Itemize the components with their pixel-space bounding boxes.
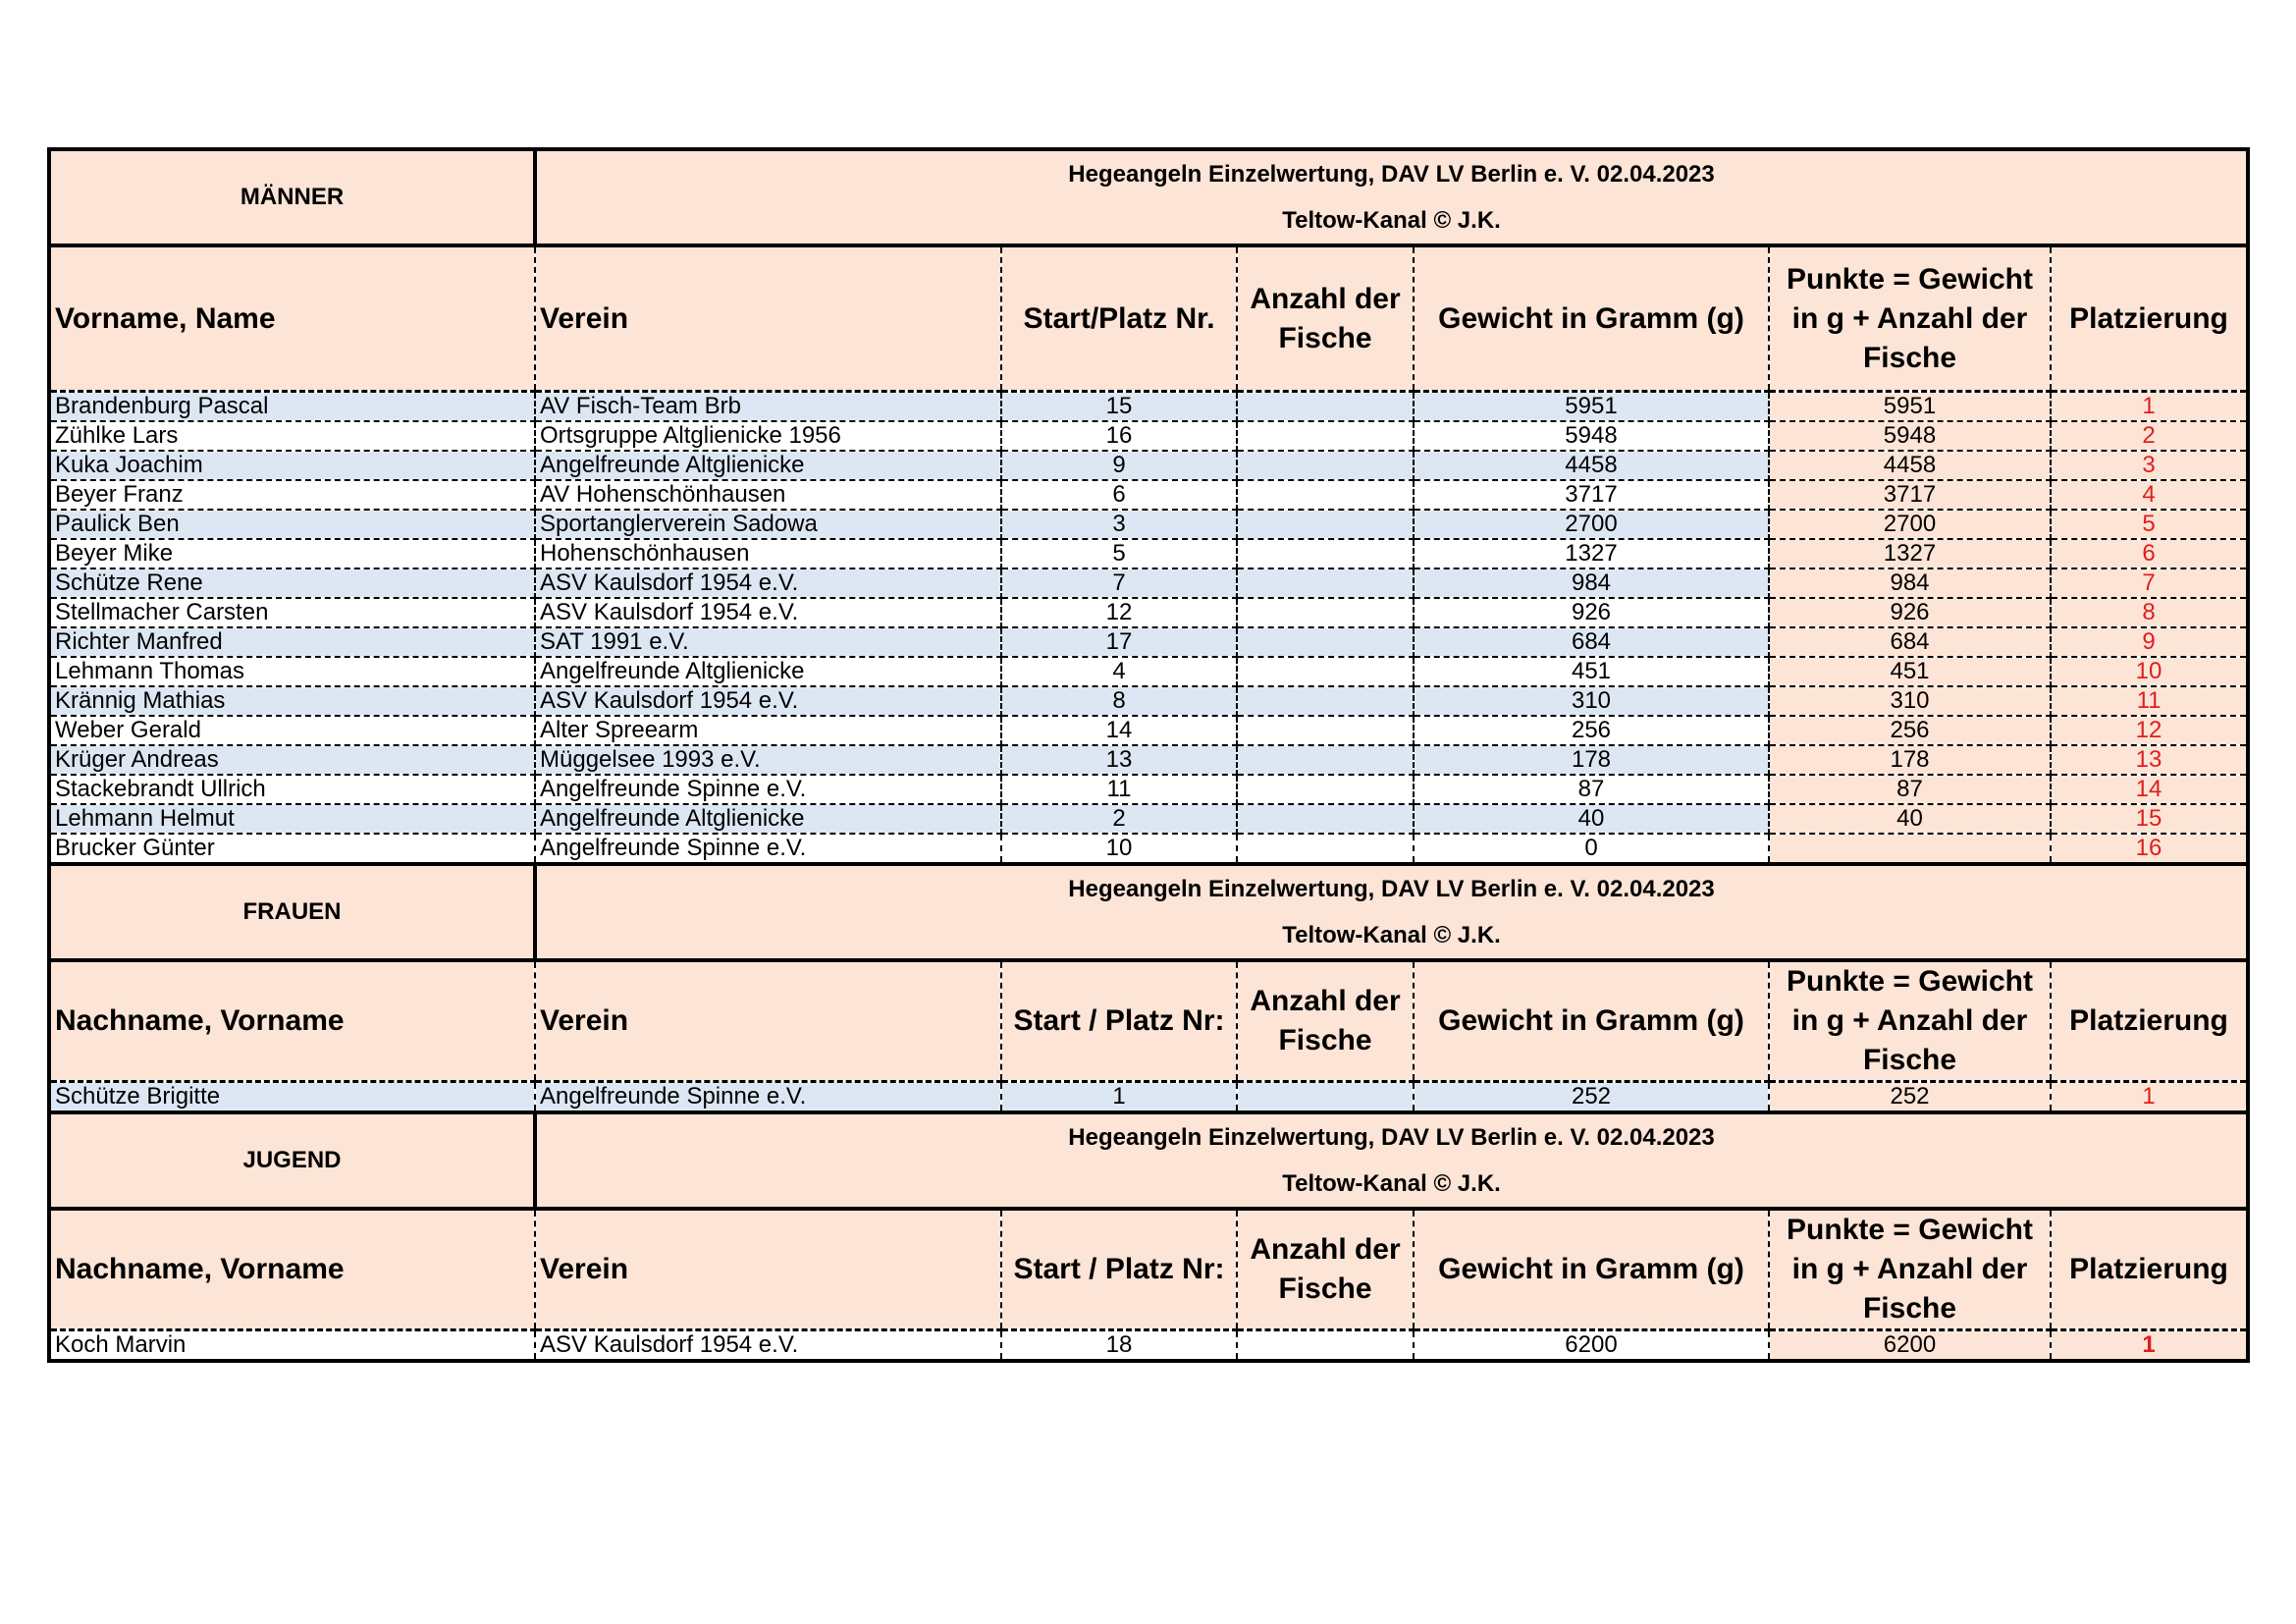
header-platz: Platzierung [2051,245,2248,392]
header-punkte [1769,1209,2051,1330]
table-row [49,745,2248,775]
event-subtitle-line2: Teltow-Kanal © J.K. [1282,922,1501,948]
cell-platz: 7 [2051,568,2248,598]
header-anzahl-line2: Fische [1278,321,1372,354]
cell-start: 15 [1001,392,1237,422]
header-gewicht: Gewicht in Gramm (g) [1414,960,1769,1082]
cell-punkte: 256 [1769,716,2051,745]
cell-gewicht: 3717 [1414,480,1769,510]
cell-platz: 16 [2051,834,2248,864]
cell-name: Koch Marvin [49,1330,535,1362]
cell-anzahl [1237,392,1414,422]
table-row [49,598,2248,627]
table-row [49,539,2248,568]
cell-start: 17 [1001,627,1237,657]
event-subtitle [535,1112,2248,1209]
cell-platz: 15 [2051,804,2248,834]
cell-name: Beyer Franz [49,480,535,510]
cell-gewicht: 310 [1414,686,1769,716]
cell-verein: Angelfreunde Spinne e.V. [535,834,1001,864]
cell-platz: 5 [2051,510,2248,539]
header-punkte-line2: in g + Anzahl der [1791,301,2028,335]
cell-name: Kuka Joachim [49,451,535,480]
cell-platz: 4 [2051,480,2248,510]
header-verein: Verein [535,245,1001,392]
cell-punkte: 40 [1769,804,2051,834]
cell-verein: Hohenschönhausen [535,539,1001,568]
cell-name: Schütze Brigitte [49,1082,535,1113]
cell-start: 14 [1001,716,1237,745]
cell-verein: AV Fisch-Team Brb [535,392,1001,422]
section-title: MÄNNER [49,149,535,245]
header-anzahl-line1: Anzahl der [1250,282,1401,315]
cell-anzahl [1237,451,1414,480]
cell-platz: 8 [2051,598,2248,627]
header-start: Start / Platz Nr: [1001,960,1237,1082]
header-punkte [1769,960,2051,1082]
cell-name: Richter Manfred [49,627,535,657]
table-row [49,627,2248,657]
cell-punkte: 984 [1769,568,2051,598]
table-row [49,775,2248,804]
cell-verein: Angelfreunde Spinne e.V. [535,1082,1001,1113]
event-subtitle [535,149,2248,245]
header-gewicht: Gewicht in Gramm (g) [1414,1209,1769,1330]
cell-verein: AV Hohenschönhausen [535,480,1001,510]
cell-start: 18 [1001,1330,1237,1362]
section-title: FRAUEN [49,864,535,960]
section-banner-frauen [49,864,2248,960]
cell-platz: 13 [2051,745,2248,775]
cell-gewicht: 2700 [1414,510,1769,539]
event-subtitle-line1: Hegeangeln Einzelwertung, DAV LV Berlin e. V. 02.04.2023 [1068,161,1715,188]
header-punkte-line3: Fische [1862,341,1957,374]
cell-punkte: 926 [1769,598,2051,627]
event-subtitle-line2: Teltow-Kanal © J.K. [1282,1170,1501,1197]
cell-anzahl [1237,745,1414,775]
cell-anzahl [1237,804,1414,834]
event-subtitle [535,864,2248,960]
header-anzahl-line1: Anzahl der [1250,1233,1401,1266]
cell-start: 9 [1001,451,1237,480]
cell-platz: 1 [2051,392,2248,422]
cell-anzahl [1237,1330,1414,1362]
cell-anzahl [1237,627,1414,657]
header-punkte-line1: Punkte = Gewicht [1787,1214,2033,1246]
table-row [49,716,2248,745]
cell-verein: Sportanglerverein Sadowa [535,510,1001,539]
cell-start: 12 [1001,598,1237,627]
cell-start: 3 [1001,510,1237,539]
cell-punkte: 6200 [1769,1330,2051,1362]
section-banner-jugend [49,1112,2248,1209]
cell-gewicht: 684 [1414,627,1769,657]
header-platz: Platzierung [2051,1209,2248,1330]
column-header-row [49,960,2248,1082]
cell-gewicht: 256 [1414,716,1769,745]
cell-platz: 9 [2051,627,2248,657]
cell-punkte: 3717 [1769,480,2051,510]
cell-verein: Angelfreunde Altglienicke [535,451,1001,480]
cell-verein: ASV Kaulsdorf 1954 e.V. [535,568,1001,598]
table-row [49,1082,2248,1113]
header-start: Start/Platz Nr. [1001,245,1237,392]
cell-punkte: 87 [1769,775,2051,804]
cell-anzahl [1237,716,1414,745]
cell-platz: 3 [2051,451,2248,480]
header-punkte-line1: Punkte = Gewicht [1787,262,2033,296]
table-row [49,421,2248,451]
event-subtitle-line1: Hegeangeln Einzelwertung, DAV LV Berlin e. V. 02.04.2023 [1068,876,1715,902]
table-row [49,686,2248,716]
cell-platz: 11 [2051,686,2248,716]
header-anzahl [1237,245,1414,392]
cell-name: Beyer Mike [49,539,535,568]
cell-punkte: 684 [1769,627,2051,657]
header-punkte-line1: Punkte = Gewicht [1787,965,2033,998]
header-anzahl [1237,1209,1414,1330]
cell-verein: SAT 1991 e.V. [535,627,1001,657]
cell-anzahl [1237,657,1414,686]
header-anzahl-line2: Fische [1278,1024,1372,1056]
column-header-row [49,245,2248,392]
cell-platz: 10 [2051,657,2248,686]
header-verein: Verein [535,960,1001,1082]
cell-platz: 14 [2051,775,2248,804]
cell-gewicht: 984 [1414,568,1769,598]
header-anzahl [1237,960,1414,1082]
header-name: Nachname, Vorname [49,960,535,1082]
header-platz: Platzierung [2051,960,2248,1082]
cell-name: Zühlke Lars [49,421,535,451]
cell-verein: Angelfreunde Altglienicke [535,657,1001,686]
cell-anzahl [1237,539,1414,568]
cell-anzahl [1237,834,1414,864]
table-row [49,804,2248,834]
cell-name: Krüger Andreas [49,745,535,775]
cell-name: Paulick Ben [49,510,535,539]
cell-name: Weber Gerald [49,716,535,745]
cell-start: 11 [1001,775,1237,804]
cell-name: Stackebrandt Ullrich [49,775,535,804]
results-sheet [47,147,2250,1363]
cell-gewicht: 252 [1414,1082,1769,1113]
table-row [49,834,2248,864]
cell-verein: Angelfreunde Altglienicke [535,804,1001,834]
cell-gewicht: 0 [1414,834,1769,864]
cell-platz: 1 [2051,1330,2248,1362]
table-row [49,1330,2248,1362]
column-header-row [49,1209,2248,1330]
cell-start: 13 [1001,745,1237,775]
cell-anzahl [1237,421,1414,451]
section-title: JUGEND [49,1112,535,1209]
cell-verein: Alter Spreearm [535,716,1001,745]
cell-platz: 6 [2051,539,2248,568]
cell-start: 16 [1001,421,1237,451]
header-punkte [1769,245,2051,392]
header-name: Nachname, Vorname [49,1209,535,1330]
cell-gewicht: 87 [1414,775,1769,804]
cell-start: 8 [1001,686,1237,716]
cell-anzahl [1237,510,1414,539]
cell-start: 2 [1001,804,1237,834]
cell-start: 5 [1001,539,1237,568]
header-anzahl-line1: Anzahl der [1250,985,1401,1017]
cell-gewicht: 926 [1414,598,1769,627]
table-row [49,451,2248,480]
cell-anzahl [1237,480,1414,510]
cell-name: Lehmann Helmut [49,804,535,834]
cell-punkte: 2700 [1769,510,2051,539]
cell-start: 4 [1001,657,1237,686]
cell-verein: ASV Kaulsdorf 1954 e.V. [535,1330,1001,1362]
cell-platz: 12 [2051,716,2248,745]
table-row [49,657,2248,686]
cell-punkte: 310 [1769,686,2051,716]
event-subtitle-line1: Hegeangeln Einzelwertung, DAV LV Berlin e. V. 02.04.2023 [1068,1124,1715,1151]
cell-name: Schütze Rene [49,568,535,598]
cell-name: Krännig Mathias [49,686,535,716]
section-banner-maenner [49,149,2248,245]
header-punkte-line2: in g + Anzahl der [1791,1253,2028,1285]
cell-punkte: 178 [1769,745,2051,775]
cell-gewicht: 4458 [1414,451,1769,480]
cell-anzahl [1237,568,1414,598]
cell-punkte [1769,834,2051,864]
table-row [49,392,2248,422]
cell-punkte: 451 [1769,657,2051,686]
cell-name: Lehmann Thomas [49,657,535,686]
cell-anzahl [1237,1082,1414,1113]
cell-punkte: 5951 [1769,392,2051,422]
cell-anzahl [1237,598,1414,627]
cell-verein: ASV Kaulsdorf 1954 e.V. [535,686,1001,716]
cell-gewicht: 6200 [1414,1330,1769,1362]
cell-verein: Müggelsee 1993 e.V. [535,745,1001,775]
table-row [49,568,2248,598]
cell-name: Stellmacher Carsten [49,598,535,627]
cell-gewicht: 40 [1414,804,1769,834]
cell-name: Brucker Günter [49,834,535,864]
cell-platz: 1 [2051,1082,2248,1113]
header-name: Vorname, Name [49,245,535,392]
cell-gewicht: 178 [1414,745,1769,775]
cell-platz: 2 [2051,421,2248,451]
header-verein: Verein [535,1209,1001,1330]
header-start: Start / Platz Nr: [1001,1209,1237,1330]
cell-gewicht: 5948 [1414,421,1769,451]
header-punkte-line3: Fische [1862,1044,1957,1076]
cell-anzahl [1237,775,1414,804]
cell-start: 10 [1001,834,1237,864]
cell-start: 6 [1001,480,1237,510]
cell-punkte: 252 [1769,1082,2051,1113]
header-punkte-line3: Fische [1862,1292,1957,1325]
header-punkte-line2: in g + Anzahl der [1791,1004,2028,1037]
cell-verein: Ortsgruppe Altglienicke 1956 [535,421,1001,451]
cell-start: 1 [1001,1082,1237,1113]
cell-start: 7 [1001,568,1237,598]
cell-punkte: 1327 [1769,539,2051,568]
cell-name: Brandenburg Pascal [49,392,535,422]
cell-verein: ASV Kaulsdorf 1954 e.V. [535,598,1001,627]
table-row [49,510,2248,539]
event-subtitle-line2: Teltow-Kanal © J.K. [1282,207,1501,234]
header-anzahl-line2: Fische [1278,1272,1372,1305]
cell-gewicht: 5951 [1414,392,1769,422]
cell-anzahl [1237,686,1414,716]
header-gewicht: Gewicht in Gramm (g) [1414,245,1769,392]
table-row [49,480,2248,510]
cell-verein: Angelfreunde Spinne e.V. [535,775,1001,804]
cell-punkte: 4458 [1769,451,2051,480]
cell-punkte: 5948 [1769,421,2051,451]
cell-gewicht: 451 [1414,657,1769,686]
cell-gewicht: 1327 [1414,539,1769,568]
